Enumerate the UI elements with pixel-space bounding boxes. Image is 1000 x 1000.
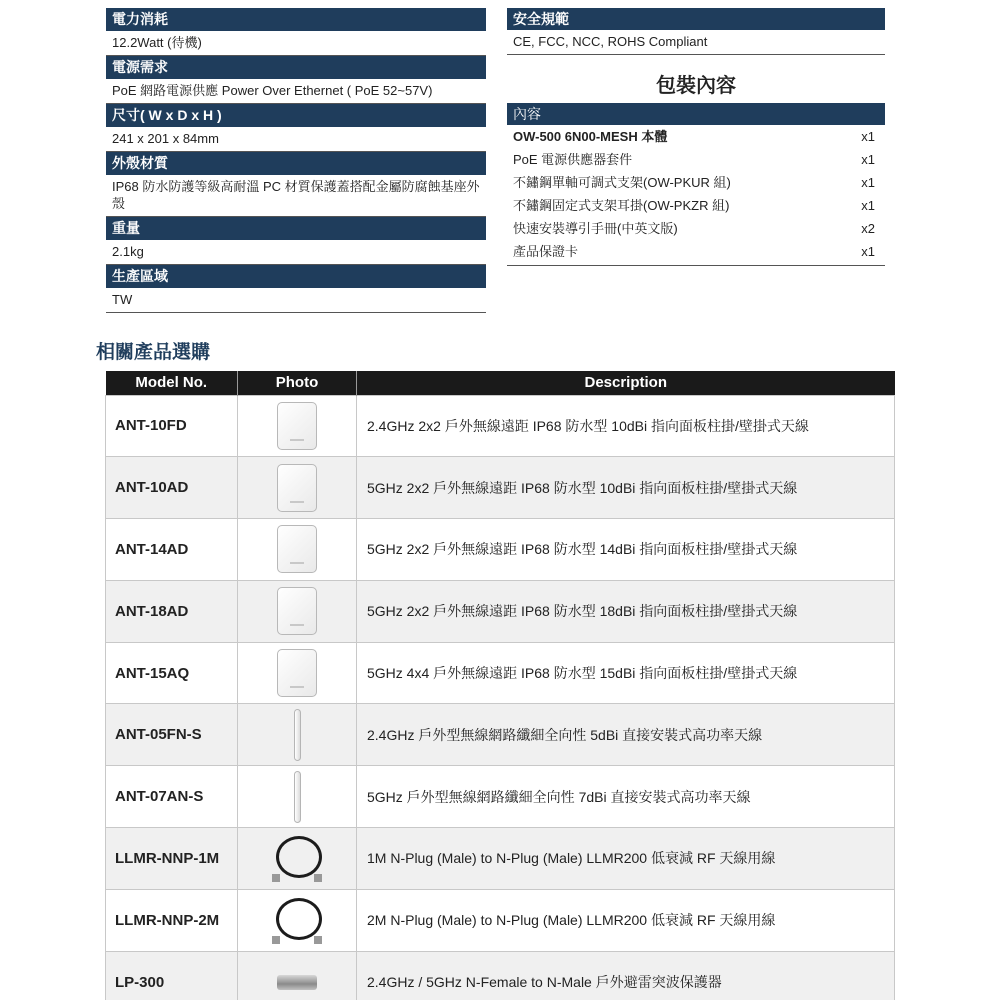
spec-value: IP68 防水防護等級高耐溫 PC 材質保護蓋搭配金屬防腐蝕基座外殼 [106,175,486,217]
table-row [106,519,895,581]
description-cell: 2.4GHz 戶外型無線網路纖細全向性 5dBi 直接安裝式高功率天線 [357,704,895,766]
panel-antenna-icon [277,587,317,635]
spec-power-requirement [106,56,486,104]
table-header-row [106,371,895,395]
package-item-qty: x2 [861,221,875,236]
spec-value: TW [106,288,486,313]
omni-antenna-icon [294,709,301,761]
column-header-model: Model No. [106,371,238,395]
photo-cell [238,580,357,642]
model-cell: ANT-18AD [106,580,238,642]
spec-dimensions [106,104,486,152]
photo-cell [238,395,357,457]
package-item-name: PoE 電源供應器套件 [513,152,633,167]
coax-cable-icon [272,834,322,882]
panel-antenna-icon [277,525,317,573]
model-cell: LLMR-NNP-2M [106,889,238,951]
table-row [106,828,895,890]
package-item-qty: x1 [861,175,875,190]
package-item [507,171,885,194]
package-item-name: 快速安裝導引手冊(中英文版) [513,221,678,236]
spec-label: 生產區域 [106,265,486,288]
spec-weight [106,217,486,265]
package-item-name: 不鏽鋼固定式支架耳掛(OW-PKZR 組) [513,198,730,213]
description-cell: 5GHz 4x4 戶外無線遠距 IP68 防水型 15dBi 指向面板柱掛/壁掛式天線 [357,642,895,704]
photo-cell [238,828,357,890]
model-cell: ANT-10AD [106,457,238,519]
photo-cell [238,519,357,581]
package-item [507,125,885,148]
spec-label: 電源需求 [106,56,486,79]
package-list [507,125,885,266]
spec-label: 尺寸( W x D x H ) [106,104,486,127]
spec-value: 12.2Watt (待機) [106,31,486,56]
spec-safety [507,8,885,55]
description-cell: 5GHz 2x2 戶外無線遠距 IP68 防水型 18dBi 指向面板柱掛/壁掛式天線 [357,580,895,642]
table-row [106,951,895,1000]
package-item-name: 產品保證卡 [513,244,579,259]
panel-antenna-icon [277,402,317,450]
model-cell: ANT-07AN-S [106,766,238,828]
spec-value: CE, FCC, NCC, ROHS Compliant [507,30,885,55]
photo-cell [238,457,357,519]
package-item [507,194,885,217]
model-cell: ANT-05FN-S [106,704,238,766]
spec-housing-material [106,152,486,217]
spec-label: 安全規範 [507,8,885,30]
model-cell: ANT-15AQ [106,642,238,704]
package-title: 包裝內容 [656,75,736,97]
table-row [106,642,895,704]
column-header-photo: Photo [238,371,357,395]
related-products-table [105,371,895,1000]
description-cell: 5GHz 2x2 戶外無線遠距 IP68 防水型 14dBi 指向面板柱掛/壁掛式天線 [357,519,895,581]
photo-cell [238,642,357,704]
table-row [106,766,895,828]
model-cell: ANT-10FD [106,395,238,457]
table-row [106,580,895,642]
description-cell: 5GHz 戶外型無線網路纖細全向性 7dBi 直接安裝式高功率天線 [357,766,895,828]
model-cell: LLMR-NNP-1M [106,828,238,890]
package-item-name: 不鏽鋼單軸可調式支架(OW-PKUR 組) [513,175,731,190]
package-item-qty: x1 [861,198,875,213]
omni-antenna-icon [294,771,301,823]
package-header: 內容 [507,103,885,125]
coax-cable-icon [272,896,322,944]
table-row [106,395,895,457]
description-cell: 1M N-Plug (Male) to N-Plug (Male) LLMR200 低衰減 RF 天線用線 [357,828,895,890]
table-row [106,457,895,519]
spec-value: 2.1kg [106,240,486,265]
description-cell: 2.4GHz 2x2 戶外無線遠距 IP68 防水型 10dBi 指向面板柱掛/壁掛式天線 [357,395,895,457]
related-products-title: 相關產品選購 [96,342,211,363]
model-cell: ANT-14AD [106,519,238,581]
spec-label: 外殼材質 [106,152,486,175]
spec-value: 241 x 201 x 84mm [106,127,486,152]
table-row [106,889,895,951]
photo-cell [238,704,357,766]
package-item [507,240,885,263]
spec-value: PoE 網路電源供應 Power Over Ethernet ( PoE 52~57V) [106,79,486,104]
package-item [507,217,885,240]
column-header-description: Description [357,371,895,395]
panel-antenna-icon [277,464,317,512]
description-cell: 2.4GHz / 5GHz N-Female to N-Male 戶外避雷突波保護器 [357,951,895,1000]
table-row [106,704,895,766]
spec-label: 電力消耗 [106,8,486,31]
model-cell: LP-300 [106,951,238,1000]
description-cell: 5GHz 2x2 戶外無線遠距 IP68 防水型 10dBi 指向面板柱掛/壁掛式天線 [357,457,895,519]
description-cell: 2M N-Plug (Male) to N-Plug (Male) LLMR200 低衰減 RF 天線用線 [357,889,895,951]
spec-power-consumption [106,8,486,56]
spec-label: 重量 [106,217,486,240]
lightning-arrester-icon [277,975,317,990]
photo-cell [238,766,357,828]
panel-antenna-icon [277,649,317,697]
spec-origin [106,265,486,313]
photo-cell [238,889,357,951]
package-item-qty: x1 [861,129,875,144]
package-item-qty: x1 [861,244,875,259]
package-item-name: OW-500 6N00-MESH 本體 [513,129,668,144]
spec-list-left [106,8,486,313]
spec-list-right [507,8,885,266]
package-item-qty: x1 [861,152,875,167]
package-item [507,148,885,171]
photo-cell [238,951,357,1000]
